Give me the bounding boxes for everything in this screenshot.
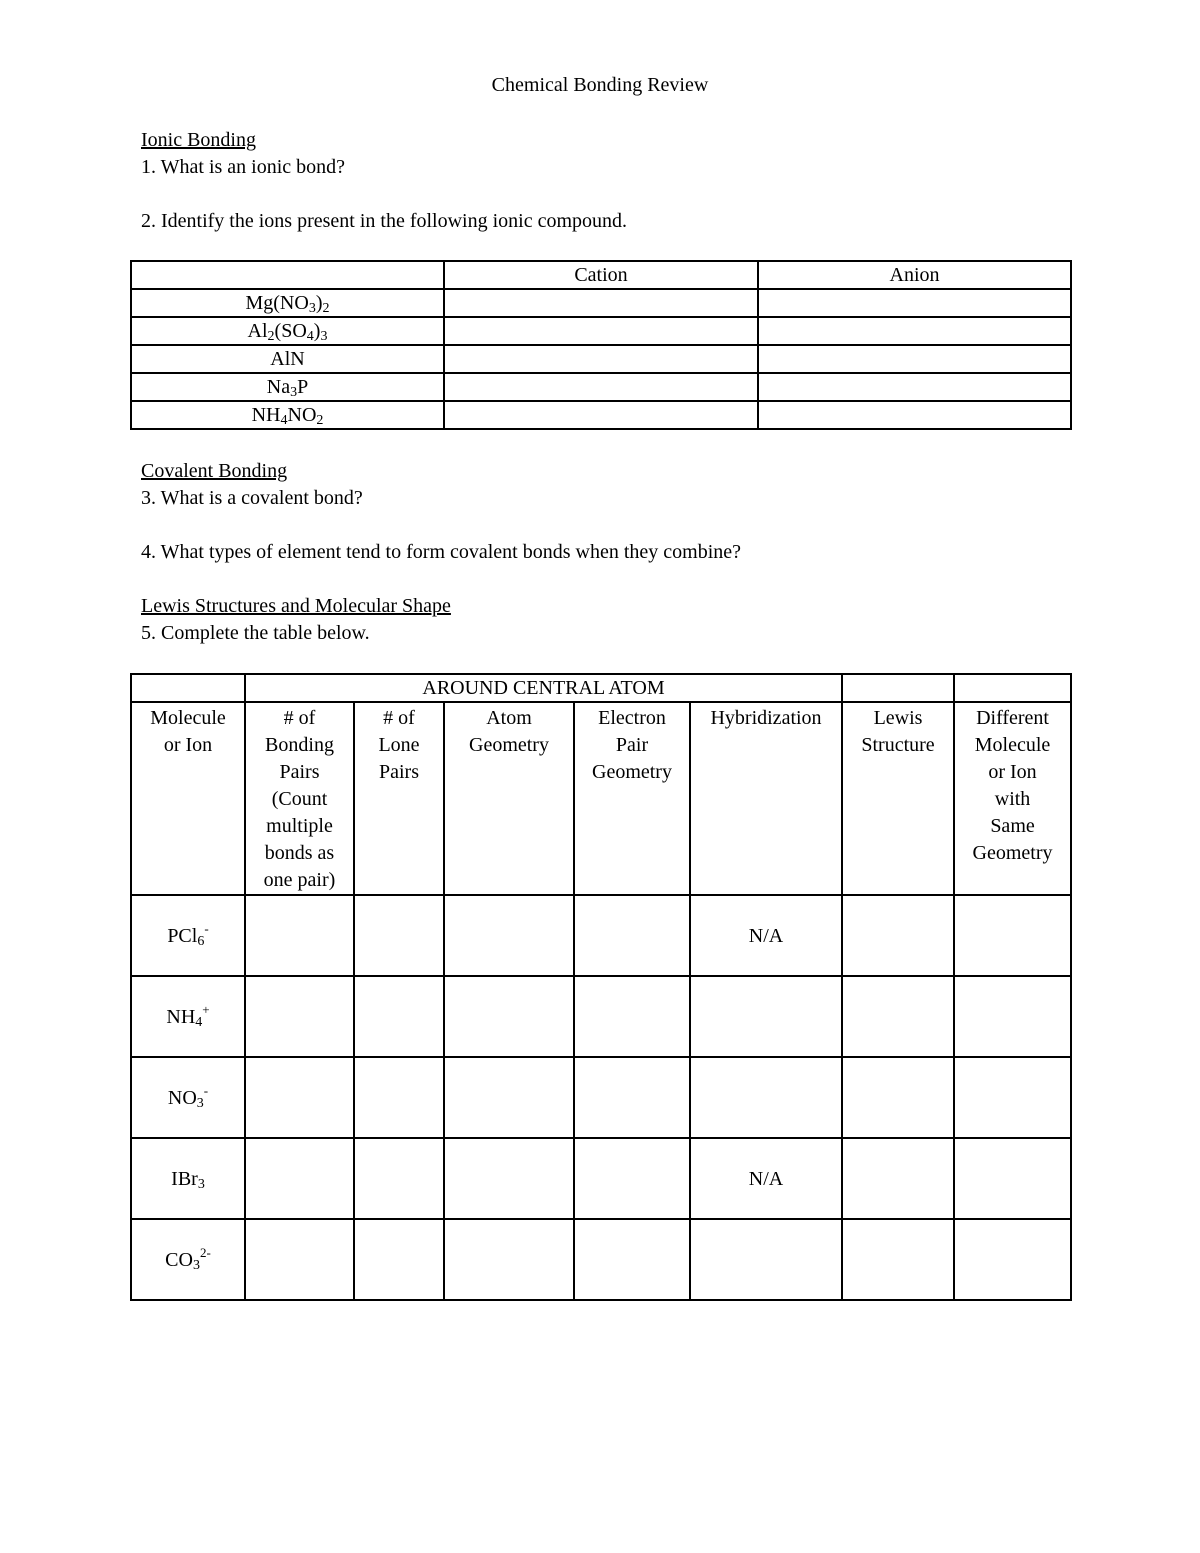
different-molecule-cell[interactable] [954, 895, 1071, 976]
table-row [131, 317, 1071, 345]
lewis-structure-cell[interactable] [842, 976, 954, 1057]
molecular-shape-table [130, 673, 1072, 1301]
hybridization-cell: N/A [690, 895, 842, 976]
question-1: 1. What is an ionic bond? [141, 156, 346, 178]
header-electron-pair-geometry: Electron Pair Geometry [574, 702, 690, 895]
compound-cell: AlN [131, 345, 444, 373]
different-molecule-cell[interactable] [954, 976, 1071, 1057]
question-3: 3. What is a covalent bond? [141, 487, 363, 509]
atom-geometry-cell[interactable] [444, 1138, 574, 1219]
header-lewis-structure: Lewis Structure [842, 702, 954, 895]
table-row [131, 373, 1071, 401]
anion-answer-cell[interactable] [758, 289, 1071, 317]
group-header-row [131, 674, 1071, 702]
bonding-pairs-cell[interactable] [245, 1219, 354, 1300]
anion-answer-cell[interactable] [758, 373, 1071, 401]
section-heading-lewis: Lewis Structures and Molecular Shape [141, 595, 451, 617]
electron-pair-geometry-cell[interactable] [574, 895, 690, 976]
electron-pair-geometry-cell[interactable] [574, 976, 690, 1057]
table-row [131, 1138, 1071, 1219]
header-lone-pairs: # of Lone Pairs [354, 702, 444, 895]
header-molecule-or-ion: Molecule or Ion [131, 702, 245, 895]
compound-cell: $Mg(NO_3)_2$ [131, 289, 444, 317]
atom-geometry-cell[interactable] [444, 1219, 574, 1300]
different-molecule-cell[interactable] [954, 1057, 1071, 1138]
header-atom-geometry: Atom Geometry [444, 702, 574, 895]
electron-pair-geometry-cell[interactable] [574, 1219, 690, 1300]
header-different-molecule: Different Molecule or Ion with Same Geometry [954, 702, 1071, 895]
table-row [131, 401, 1071, 429]
lone-pairs-cell[interactable] [354, 1138, 444, 1219]
section-heading-ionic: Ionic Bonding [141, 129, 256, 151]
question-4: 4. What types of element tend to form covalent bonds when they combine? [141, 541, 742, 563]
lone-pairs-cell[interactable] [354, 895, 444, 976]
page-title: Chemical Bonding Review [491, 74, 709, 96]
atom-geometry-cell[interactable] [444, 976, 574, 1057]
compound-cell: $NH_4NO_2$ [131, 401, 444, 429]
electron-pair-geometry-cell[interactable] [574, 1138, 690, 1219]
compound-cell: $Al_2(SO_4)_3$ [131, 317, 444, 345]
hybridization-cell[interactable] [690, 1219, 842, 1300]
species-cell: IBr$_3$ [131, 1138, 245, 1219]
species-cell: $NO_3^-$ [131, 1057, 245, 1138]
compound-cell: $Na_3P$ [131, 373, 444, 401]
blank-header-cell [954, 674, 1071, 702]
around-central-atom-header: AROUND CENTRAL ATOM [245, 674, 842, 702]
lone-pairs-cell[interactable] [354, 976, 444, 1057]
electron-pair-geometry-cell[interactable] [574, 1057, 690, 1138]
cation-answer-cell[interactable] [444, 401, 758, 429]
section-heading-covalent: Covalent Bonding [141, 460, 288, 482]
table-row [131, 1057, 1071, 1138]
atom-geometry-cell[interactable] [444, 1057, 574, 1138]
bonding-pairs-cell[interactable] [245, 1138, 354, 1219]
cation-answer-cell[interactable] [444, 373, 758, 401]
question-5: 5. Complete the table below. [141, 622, 370, 644]
species-cell: $NH_4^+$ [131, 976, 245, 1057]
table-row [131, 976, 1071, 1057]
ionic-compound-table [130, 260, 1072, 430]
bonding-pairs-cell[interactable] [245, 895, 354, 976]
anion-answer-cell[interactable] [758, 345, 1071, 373]
lone-pairs-cell[interactable] [354, 1057, 444, 1138]
lewis-structure-cell[interactable] [842, 1138, 954, 1219]
table-row [131, 289, 1071, 317]
blank-header-cell [131, 674, 245, 702]
cation-answer-cell[interactable] [444, 289, 758, 317]
cation-answer-cell[interactable] [444, 345, 758, 373]
anion-answer-cell[interactable] [758, 401, 1071, 429]
table-row [131, 895, 1071, 976]
hybridization-cell: N/A [690, 1138, 842, 1219]
ionic-table-header-row [131, 261, 1071, 289]
ionic-header-cation: Cation [444, 261, 758, 289]
column-header-row [131, 702, 1071, 895]
species-cell: PCl$_6$- [131, 895, 245, 976]
species-cell: $CO_3^{2-}$ [131, 1219, 245, 1300]
blank-header-cell [842, 674, 954, 702]
bonding-pairs-cell[interactable] [245, 976, 354, 1057]
bonding-pairs-cell[interactable] [245, 1057, 354, 1138]
atom-geometry-cell[interactable] [444, 895, 574, 976]
lewis-structure-cell[interactable] [842, 1057, 954, 1138]
different-molecule-cell[interactable] [954, 1138, 1071, 1219]
table-row [131, 1219, 1071, 1300]
header-bonding-pairs: # of Bonding Pairs (Count multiple bonds as one pair) [245, 702, 354, 895]
question-2: 2. Identify the ions present in the following ionic compound. [141, 210, 628, 232]
table-row [131, 345, 1071, 373]
ionic-header-compound [131, 261, 444, 289]
lewis-structure-cell[interactable] [842, 1219, 954, 1300]
ionic-header-anion: Anion [758, 261, 1071, 289]
hybridization-cell[interactable] [690, 1057, 842, 1138]
lewis-structure-cell[interactable] [842, 895, 954, 976]
different-molecule-cell[interactable] [954, 1219, 1071, 1300]
lone-pairs-cell[interactable] [354, 1219, 444, 1300]
cation-answer-cell[interactable] [444, 317, 758, 345]
hybridization-cell[interactable] [690, 976, 842, 1057]
anion-answer-cell[interactable] [758, 317, 1071, 345]
header-hybridization: Hybridization [690, 702, 842, 895]
